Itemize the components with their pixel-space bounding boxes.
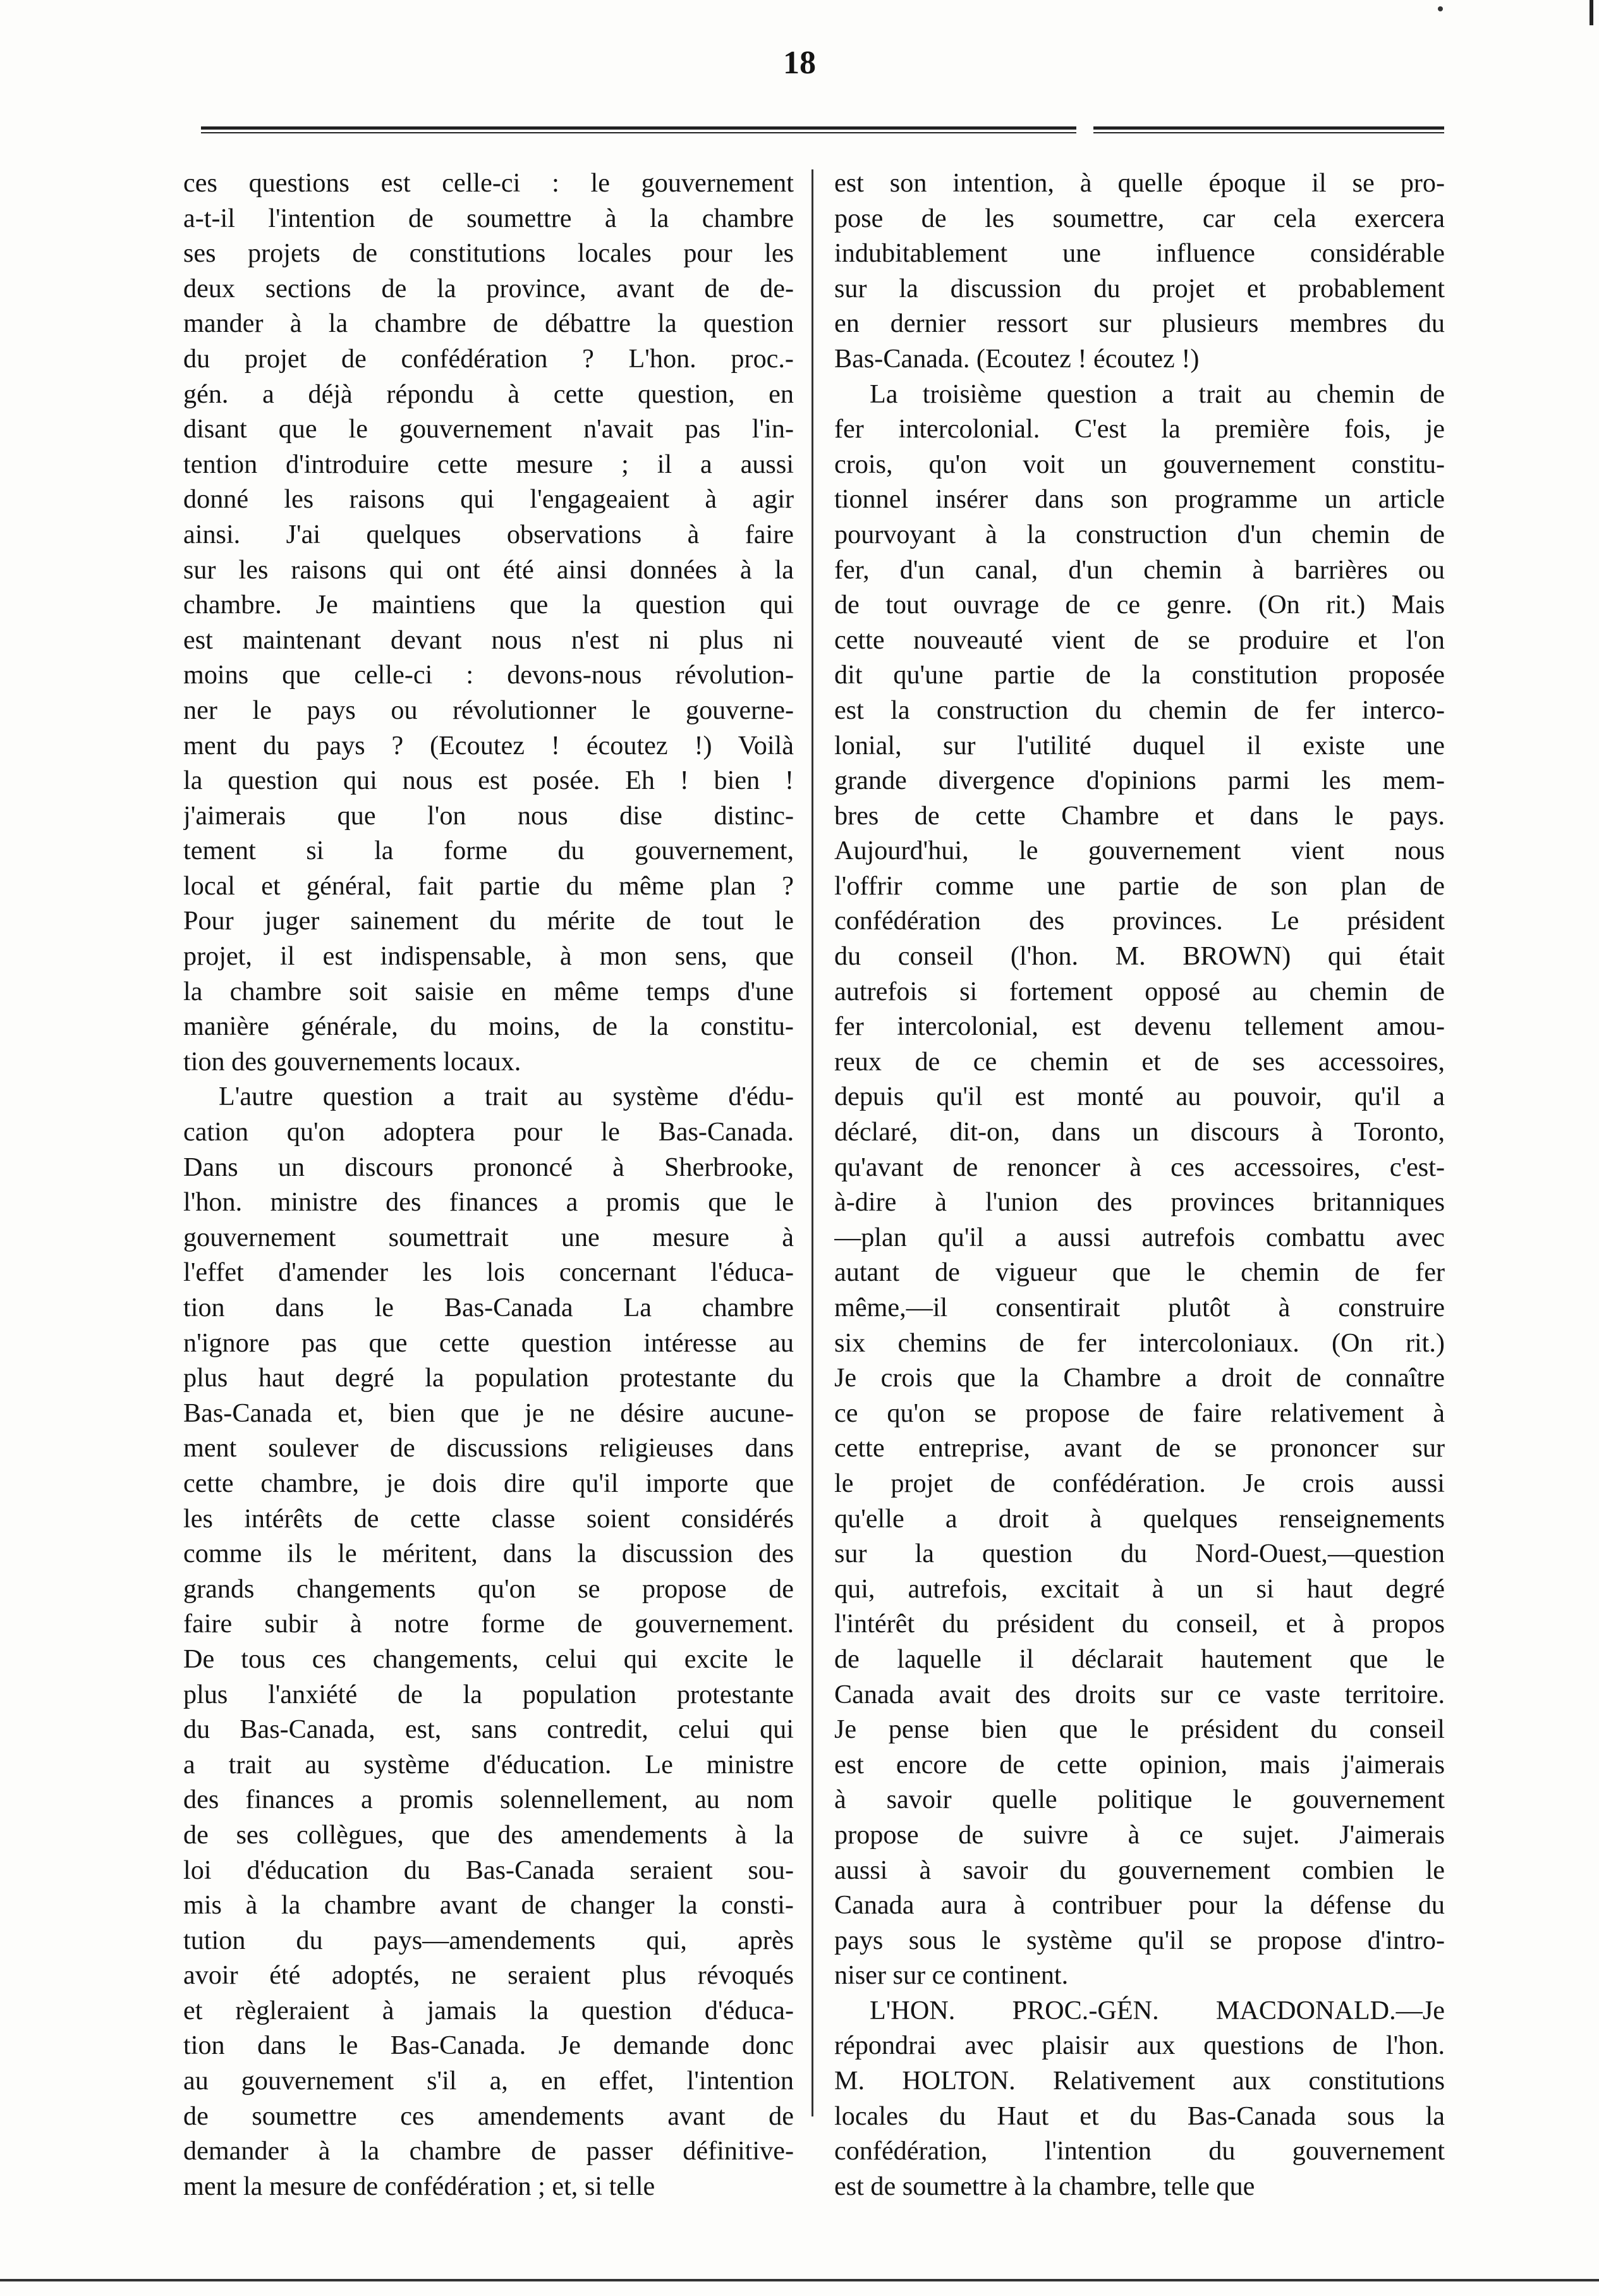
text-line: ner le pays ou révolutionner le gouverne- xyxy=(183,695,794,725)
text-line: l'effet d'amender les lois concernant l'éduca- xyxy=(183,1257,794,1288)
text-line: confédération, l'intention du gouvernement xyxy=(834,2136,1445,2166)
text-line: est la construction du chemin de fer interco- xyxy=(834,695,1445,725)
text-line: est son intention, à quelle époque il se pro- xyxy=(834,168,1445,198)
text-line: a-t-il l'intention de soumettre à la chambre xyxy=(183,203,794,233)
text-line: tution du pays—amendements qui, après xyxy=(183,1925,794,1955)
text-line: aussi à savoir du gouvernement combien le xyxy=(834,1855,1445,1885)
text-line: de laquelle il déclarait hautement que le xyxy=(834,1644,1445,1674)
text-line: tion dans le Bas-Canada La chambre xyxy=(183,1293,794,1322)
text-line: M. HOLTON. Relativement aux constitutions xyxy=(834,2066,1445,2096)
text-line: faire subir à notre forme de gouvernement. xyxy=(183,1609,794,1639)
text-line: projet, il est indispensable, à mon sens, que xyxy=(183,941,794,972)
text-line: Je pense bien que le président du conseil xyxy=(834,1714,1445,1745)
text-line: local et général, fait partie du même plan ? xyxy=(183,870,794,901)
text-line: Dans un discours prononcé à Sherbrooke, xyxy=(183,1152,794,1182)
left-column xyxy=(183,166,794,2204)
text-line: Canada avait des droits sur ce vaste territoire. xyxy=(834,1679,1445,1709)
bottom-edge-rule xyxy=(0,2279,1599,2281)
header-rule-right xyxy=(1093,126,1444,133)
text-line: comme ils le méritent, dans la discussion des xyxy=(183,1539,794,1569)
text-line: propose de suivre à ce sujet. J'aimerais xyxy=(834,1819,1445,1850)
text-line: donné les raisons qui l'engageaient à agir xyxy=(183,484,794,515)
text-line: confédération des provinces. Le président xyxy=(834,906,1445,936)
text-line: l'hon. ministre des finances a promis que le xyxy=(183,1187,794,1218)
text-line: qu'elle a droit à quelques renseignements xyxy=(834,1503,1445,1534)
text-line: de soumettre ces amendements avant de xyxy=(183,2101,794,2131)
text-line: gén. a déjà répondu à cette question, en xyxy=(183,379,794,409)
text-line: est maintenant devant nous n'est ni plus ni xyxy=(183,625,794,655)
text-line: même,—il consentirait plutôt à construire xyxy=(834,1293,1445,1322)
text-line: Canada aura à contribuer pour la défense du xyxy=(834,1890,1445,1920)
text-line: L'autre question a trait au système d'édu- xyxy=(219,1082,794,1112)
text-line: cette nouveauté vient de se produire et l'on xyxy=(834,625,1445,655)
text-line: de ses collègues, que des amendements à la xyxy=(183,1819,794,1850)
text-line: plus haut degré la population protestante du xyxy=(183,1363,794,1393)
text-line: ses projets de constitutions locales pour les xyxy=(183,238,794,269)
text-line: La troisième question a trait au chemin de xyxy=(870,379,1445,409)
text-line: mis à la chambre avant de changer la consti- xyxy=(183,1890,794,1920)
text-line: Aujourd'hui, le gouvernement vient nous xyxy=(834,836,1445,866)
text-line: cette entreprise, avant de se prononcer sur xyxy=(834,1433,1445,1463)
text-line: des finances a promis solennellement, au nom xyxy=(183,1785,794,1815)
text-line: crois, qu'on voit un gouvernement constitu- xyxy=(834,449,1445,479)
text-line: n'ignore pas que cette question intéresse au xyxy=(183,1328,794,1358)
text-line: à-dire à l'union des provinces britanniques xyxy=(834,1187,1445,1218)
text-line: ment la mesure de confédération ; et, si telle xyxy=(183,2171,655,2201)
text-line: fer intercolonial, est devenu tellement amou- xyxy=(834,1011,1445,1042)
text-line: ment du pays ? (Ecoutez ! écoutez !) Voilà xyxy=(183,730,794,760)
text-line: tionnel insérer dans son programme un article xyxy=(834,484,1445,515)
text-line: répondrai avec plaisir aux questions de l'hon. xyxy=(834,2030,1445,2061)
text-line: en dernier ressort sur plusieurs membres du xyxy=(834,308,1445,339)
text-line: ces questions est celle-ci : le gouvernement xyxy=(183,168,794,198)
text-line: grands changements qu'on se propose de xyxy=(183,1573,794,1604)
text-line: la question qui nous est posée. Eh ! bien ! xyxy=(183,766,794,796)
column-divider xyxy=(812,169,813,2116)
text-line: sur les raisons qui ont été ainsi données à la xyxy=(183,554,794,585)
text-line: et règleraient à jamais la question d'éduca- xyxy=(183,1995,794,2025)
page-edge-mark xyxy=(1590,0,1593,25)
text-line: lonial, sur l'utilité duquel il existe une xyxy=(834,730,1445,760)
text-line: est de soumettre à la chambre, telle que xyxy=(834,2171,1255,2201)
text-line: au gouvernement s'il a, en effet, l'intention xyxy=(183,2066,794,2096)
text-line: autrefois si fortement opposé au chemin de xyxy=(834,976,1445,1006)
text-line: Bas-Canada et, bien que je ne désire aucune- xyxy=(183,1398,794,1428)
text-line: pays sous le système qu'il se propose d'intro- xyxy=(834,1925,1445,1955)
page-number: 18 xyxy=(783,45,816,81)
text-line: grande divergence d'opinions parmi les mem- xyxy=(834,766,1445,796)
text-line: demander à la chambre de passer définitive- xyxy=(183,2136,794,2166)
text-line: cette chambre, je dois dire qu'il importe que xyxy=(183,1468,794,1498)
text-line: loi d'éducation du Bas-Canada seraient sou- xyxy=(183,1855,794,1885)
text-line: cation qu'on adoptera pour le Bas-Canada. xyxy=(183,1117,794,1147)
text-line: indubitablement une influence considérable xyxy=(834,238,1445,269)
text-line: fer, d'un canal, d'un chemin à barrières ou xyxy=(834,554,1445,585)
text-line: déclaré, dit-on, dans un discours à Toronto, xyxy=(834,1117,1445,1147)
text-line: niser sur ce continent. xyxy=(834,1960,1069,1991)
text-line: ainsi. J'ai quelques observations à faire xyxy=(183,519,794,549)
text-line: j'aimerais que l'on nous dise distinc- xyxy=(183,800,794,831)
text-line: du Bas-Canada, est, sans contredit, celui qui xyxy=(183,1714,794,1745)
text-line: chambre. Je maintiens que la question qui xyxy=(183,590,794,620)
text-line: tement si la forme du gouvernement, xyxy=(183,836,794,866)
text-line: tion dans le Bas-Canada. Je demande donc xyxy=(183,2030,794,2061)
text-line: gouvernement soumettrait une mesure à xyxy=(183,1222,794,1252)
text-line: deux sections de la province, avant de de- xyxy=(183,273,794,303)
text-line: tention d'introduire cette mesure ; il a aussi xyxy=(183,449,794,479)
text-line: sur la discussion du projet et probablement xyxy=(834,273,1445,303)
text-line: six chemins de fer intercoloniaux. (On rit.) xyxy=(834,1328,1445,1358)
text-line: pose de les soumettre, car cela exercera xyxy=(834,203,1445,233)
text-line: a trait au système d'éducation. Le ministre xyxy=(183,1749,794,1780)
text-line: locales du Haut et du Bas-Canada sous la xyxy=(834,2101,1445,2131)
print-speck xyxy=(1438,6,1443,11)
text-line: disant que le gouvernement n'avait pas l'in- xyxy=(183,414,794,444)
text-line: Pour juger sainement du mérite de tout le xyxy=(183,906,794,936)
right-column xyxy=(834,166,1445,2204)
text-line: dit qu'une partie de la constitution proposée xyxy=(834,660,1445,690)
text-line: depuis qu'il est monté au pouvoir, qu'il a xyxy=(834,1082,1445,1112)
text-line: le projet de confédération. Je crois aussi xyxy=(834,1468,1445,1498)
text-line: sur la question du Nord-Ouest,—question xyxy=(834,1539,1445,1569)
text-line: autant de vigueur que le chemin de fer xyxy=(834,1257,1445,1288)
text-line: du projet de confédération ? L'hon. proc.- xyxy=(183,343,794,374)
text-line: la chambre soit saisie en même temps d'une xyxy=(183,976,794,1006)
text-line: pourvoyant à la construction d'un chemin de xyxy=(834,519,1445,549)
text-line: L'HON. PROC.-GÉN. MACDONALD.—Je xyxy=(870,1995,1445,2025)
text-line: fer intercolonial. C'est la première fois, je xyxy=(834,414,1445,444)
text-line: les intérêts de cette classe soient considérés xyxy=(183,1503,794,1534)
text-line: Je crois que la Chambre a droit de connaître xyxy=(834,1363,1445,1393)
text-line: l'intérêt du président du conseil, et à propos xyxy=(834,1609,1445,1639)
header-rule-left xyxy=(201,126,1076,133)
text-line: bres de cette Chambre et dans le pays. xyxy=(834,800,1445,831)
text-line: l'offrir comme une partie de son plan de xyxy=(834,870,1445,901)
text-line: de tout ouvrage de ce genre. (On rit.) Mais xyxy=(834,590,1445,620)
text-line: est encore de cette opinion, mais j'aimerais xyxy=(834,1749,1445,1780)
text-line: ce qu'on se propose de faire relativement à xyxy=(834,1398,1445,1428)
text-line: moins que celle-ci : devons-nous révolution- xyxy=(183,660,794,690)
text-line: avoir été adoptés, ne seraient plus révoqués xyxy=(183,1960,794,1991)
text-line: Bas-Canada. (Ecoutez ! écoutez !) xyxy=(834,343,1200,374)
text-line: tion des gouvernements locaux. xyxy=(183,1046,521,1077)
text-line: plus l'anxiété de la population protestante xyxy=(183,1679,794,1709)
text-line: qu'avant de renoncer à ces accessoires, c'est- xyxy=(834,1152,1445,1182)
text-line: —plan qu'il a aussi autrefois combattu avec xyxy=(834,1222,1445,1252)
text-line: qui, autrefois, excitait à un si haut degré xyxy=(834,1573,1445,1604)
text-line: à savoir quelle politique le gouvernement xyxy=(834,1785,1445,1815)
text-line: mander à la chambre de débattre la question xyxy=(183,308,794,339)
text-line: reux de ce chemin et de ses accessoires, xyxy=(834,1046,1445,1077)
text-line: ment soulever de discussions religieuses dans xyxy=(183,1433,794,1463)
text-line: du conseil (l'hon. M. BROWN) qui était xyxy=(834,941,1445,972)
text-line: De tous ces changements, celui qui excite le xyxy=(183,1644,794,1674)
text-line: manière générale, du moins, de la constitu- xyxy=(183,1011,794,1042)
